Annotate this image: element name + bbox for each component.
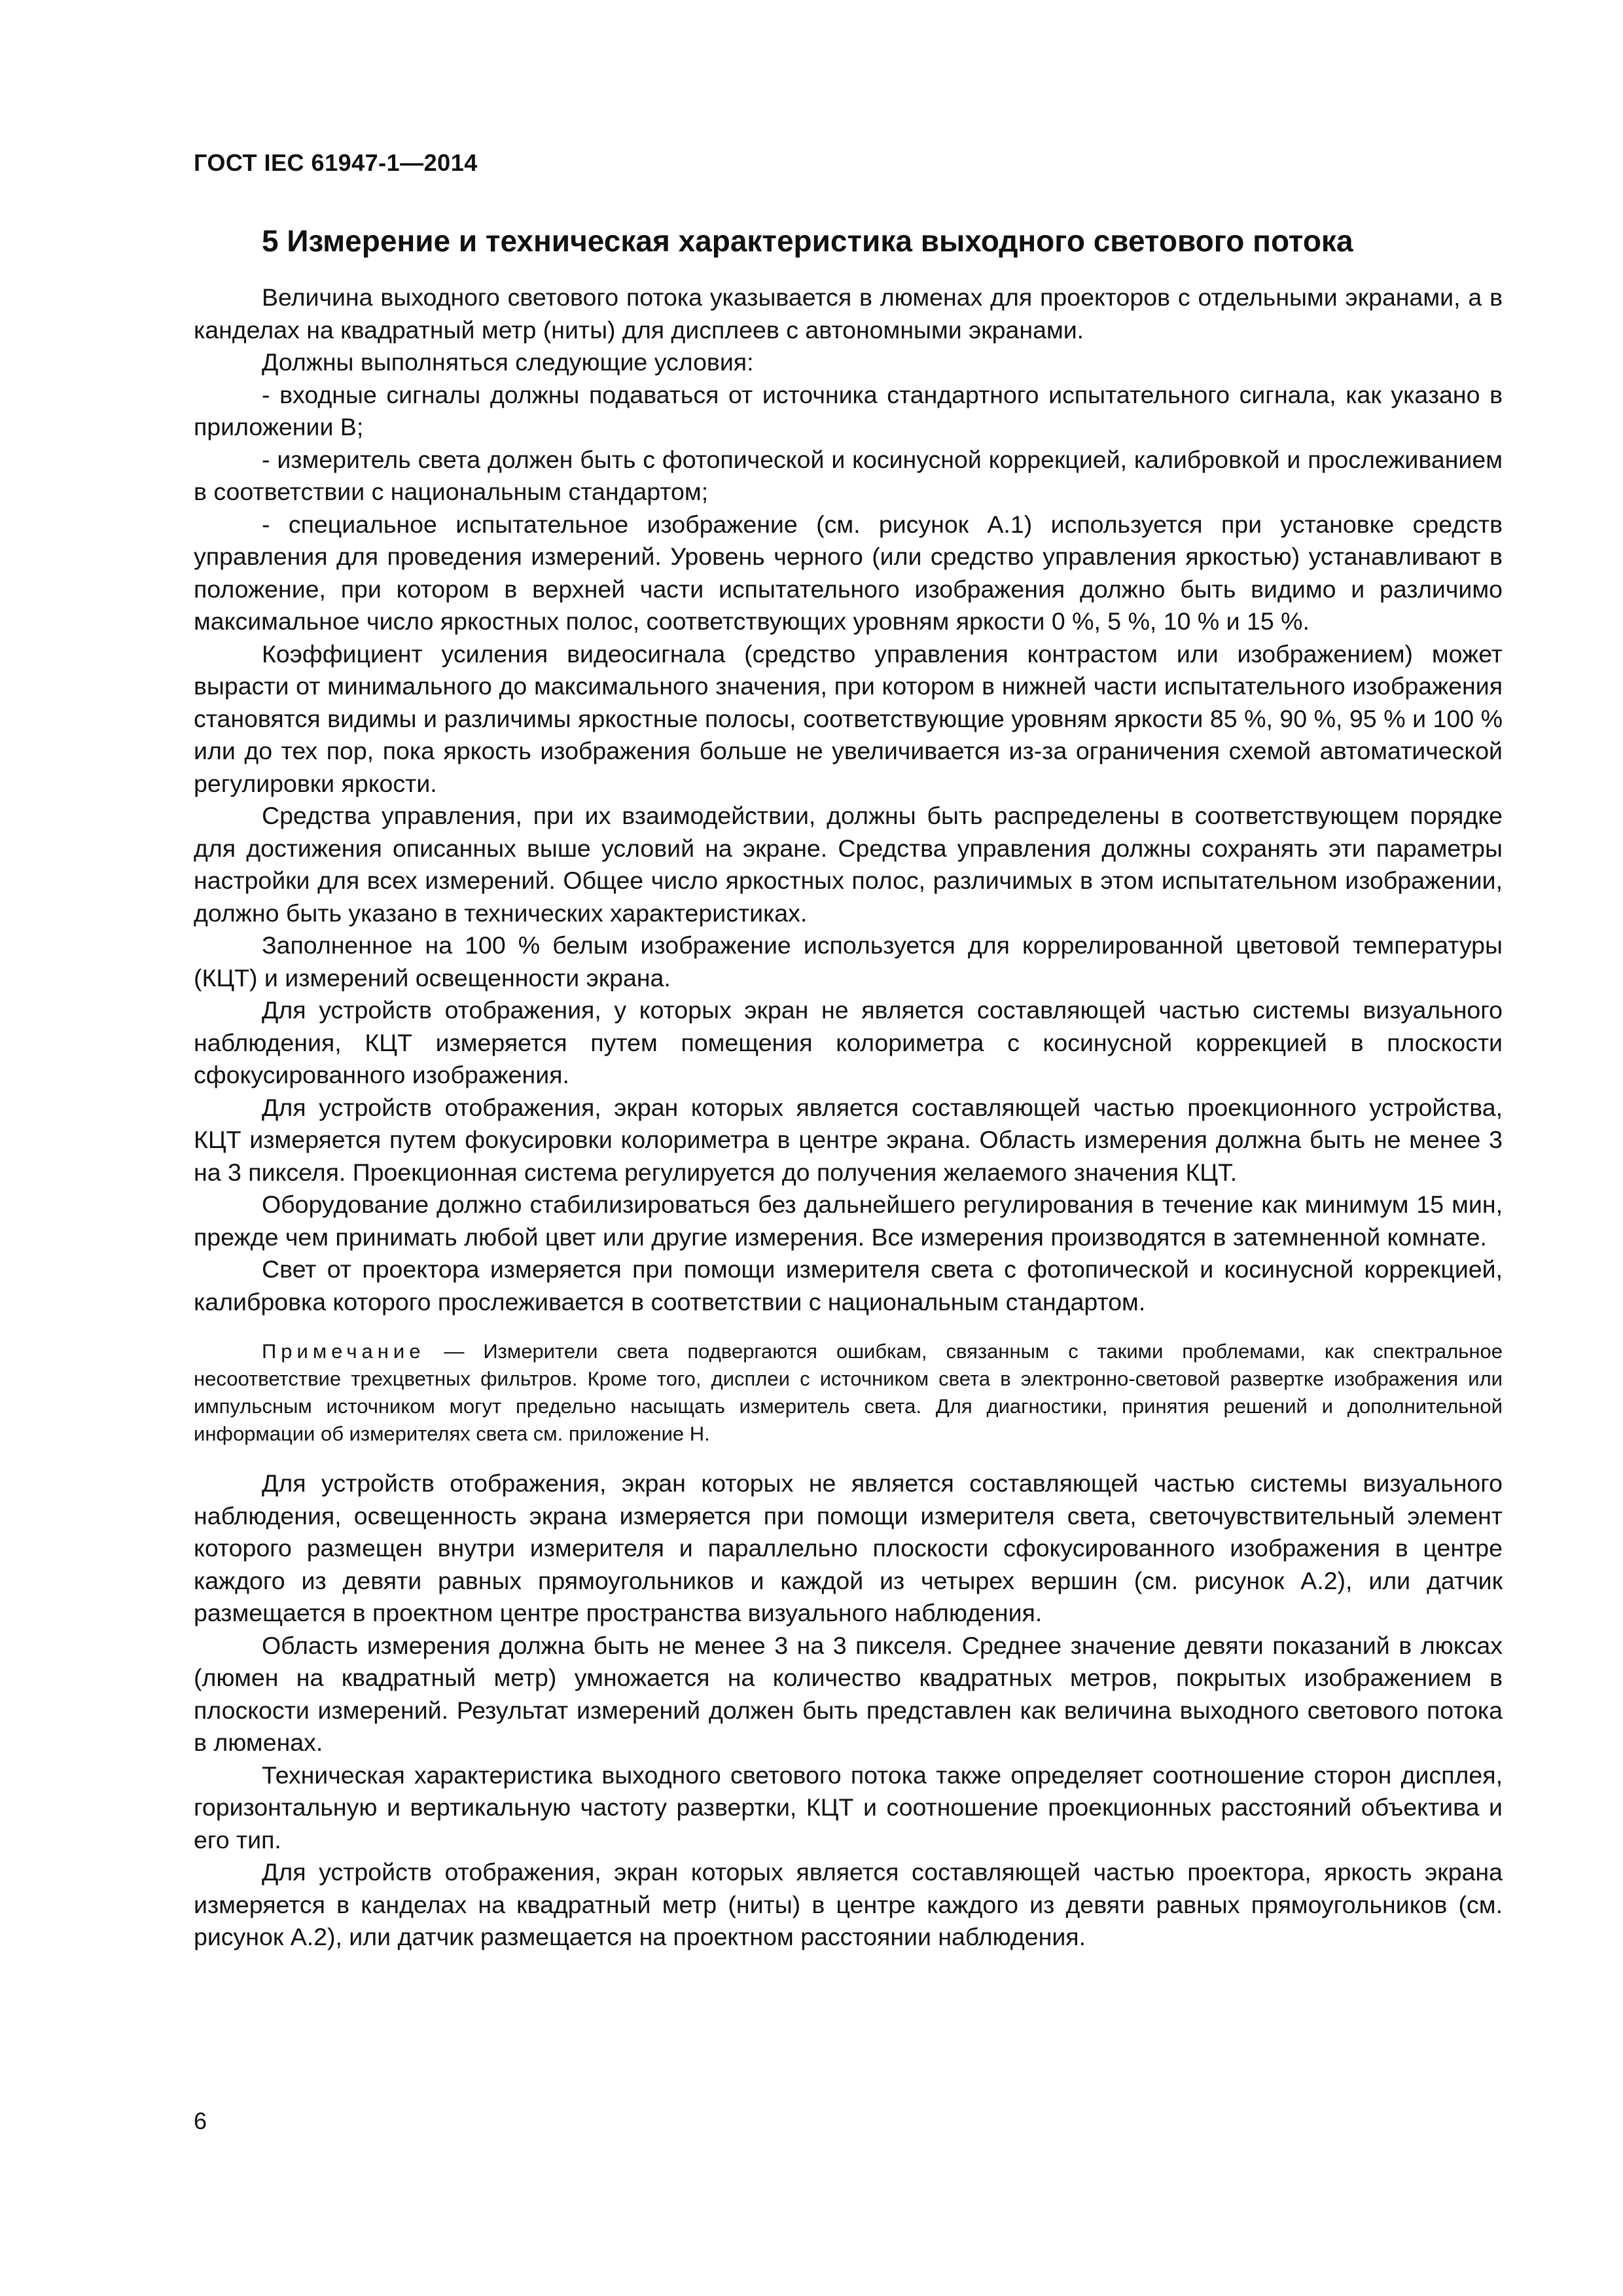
body-text [194, 281, 1503, 1954]
paragraph: Величина выходного светового потока указывается в люменах для проекторов с отдельными экранами, а в канделах на квадратный метр (ниты) для дисплеев с автономными экранами. [194, 283, 1503, 344]
paragraph: Оборудование должно стабилизироваться без дальнейшего регулирования в течение как минимум 15 мин, прежде чем принимать любой цвет или другие измерения. Все измерения производятся в затемненной комнате. [194, 1191, 1503, 1251]
section-title: 5 Измерение и техническая характеристика выходного светового потока [262, 224, 1353, 258]
list-item: - входные сигналы должны подаваться от источника стандартного испытательного сигнала, как указано в приложении В; [194, 380, 1503, 440]
paragraph: Для устройств отображения, у которых экран не является составляющей частью системы визуального наблюдения, КЦТ измеряется путем помещения колориметра с косинусной коррекцией в плоскости сфокусированного изображения. [194, 996, 1503, 1088]
paragraph: Средства управления, при их взаимодействии, должны быть распределены в соответствующем порядке для достижения описанных выше условий на экране. Средства управления должны сохранять эти параметры настройки для всех измерений. Общее число яркостных полос, различимых в этом испытательном изображении, должно быть указано в технических характеристиках. [194, 802, 1503, 927]
note-text: — Измерители света подвергаются ошибкам, связанным с такими проблемами, как спектральное несоответствие трехцветных фильтров. Кроме того, дисплеи с источником света в электронно-световой развертке изображения или импульсным источником могут предельно насыщать измеритель света. Для диагностики, принятия решений и дополнительной информации об измерителях света см. приложение Н. [194, 1340, 1503, 1445]
list-item: - измеритель света должен быть с фотопической и косинусной коррекцией, калибровкой и прослеживанием в соответствии с национальным стандартом; [194, 445, 1503, 505]
paragraph: Для устройств отображения, экран которых является составляющей частью проекционного устройства, КЦТ измеряется путем фокусировки колориметра в центре экрана. Область измерения должна быть не менее 3 на 3 пикселя. Проекционная система регулируется до получения желаемого значения КЦТ. [194, 1093, 1503, 1186]
note-label: Примечание [262, 1340, 425, 1363]
paragraph: Для устройств отображения, экран которых не является составляющей частью системы визуального наблюдения, освещенность экрана измеряется при помощи измерителя света, светочувствительный элемент которого размещен внутри измерителя и параллельно плоскости сфокусированного изображения в центре каждого из девяти равных прямоугольников и каждой из четырех вершин (см. рисунок А.2), или датчик размещается в проектном центре пространства визуального наблюдения. [194, 1469, 1503, 1626]
paragraph: Коэффициент усиления видеосигнала (средство управления контрастом или изображением) может вырасти от минимального до максимального значения, при котором в нижней части испытательного изображения становятся видимы и различимы яркостные полосы, соответствующие уровням яркости 85 %, 90 %, 95 % и 100 % или до тех пор, пока яркость изображения больше не увеличивается из-за ограничения схемой автоматической регулировки яркости. [194, 639, 1503, 797]
paragraph: Техническая характеристика выходного светового потока также определяет соотношение сторон дисплея, горизонтальную и вертикальную частоту развертки, КЦТ и соотношение проекционных расстояний объектива и его тип. [194, 1761, 1503, 1854]
paragraph: Должны выполняться следующие условия: [262, 348, 754, 376]
standard-header: ГОСТ IEC 61947-1—2014 [194, 149, 478, 176]
note [194, 1338, 1503, 1448]
list-item: - специальное испытательное изображение (см. рисунок А.1) используется при установке средств управления для проведения измерений. Уровень черного (или средство управления яркостью) устанавливают в положение, при котором в верхней части испытательного изображения должно быть видимо и различимо максимальное число яркостных полос, соответствующих уровням яркости 0 %, 5 %, 10 % и 15 %. [194, 510, 1503, 635]
paragraph: Для устройств отображения, экран которых является составляющей частью проектора, яркость экрана измеряется в канделах на квадратный метр (ниты) в центре каждого из девяти равных прямоугольников (см. рисунок А.2), или датчик размещается на проектном расстоянии наблюдения. [194, 1858, 1503, 1950]
page-number: 6 [194, 2108, 207, 2134]
paragraph: Заполненное на 100 % белым изображение используется для коррелированной цветовой температуры (КЦТ) и измерений освещенности экрана. [194, 931, 1503, 992]
paragraph: Область измерения должна быть не менее 3 на 3 пикселя. Среднее значение девяти показаний в люксах (люмен на квадратный метр) умножается на количество квадратных метров, покрытых изображением в плоскости измерений. Результат измерений должен быть представлен как величина выходного светового потока в люменах. [194, 1631, 1503, 1756]
paragraph: Свет от проектора измеряется при помощи измерителя света с фотопической и косинусной коррекцией, калибровка которого прослеживается в соответствии с национальным стандартом. [194, 1255, 1503, 1316]
